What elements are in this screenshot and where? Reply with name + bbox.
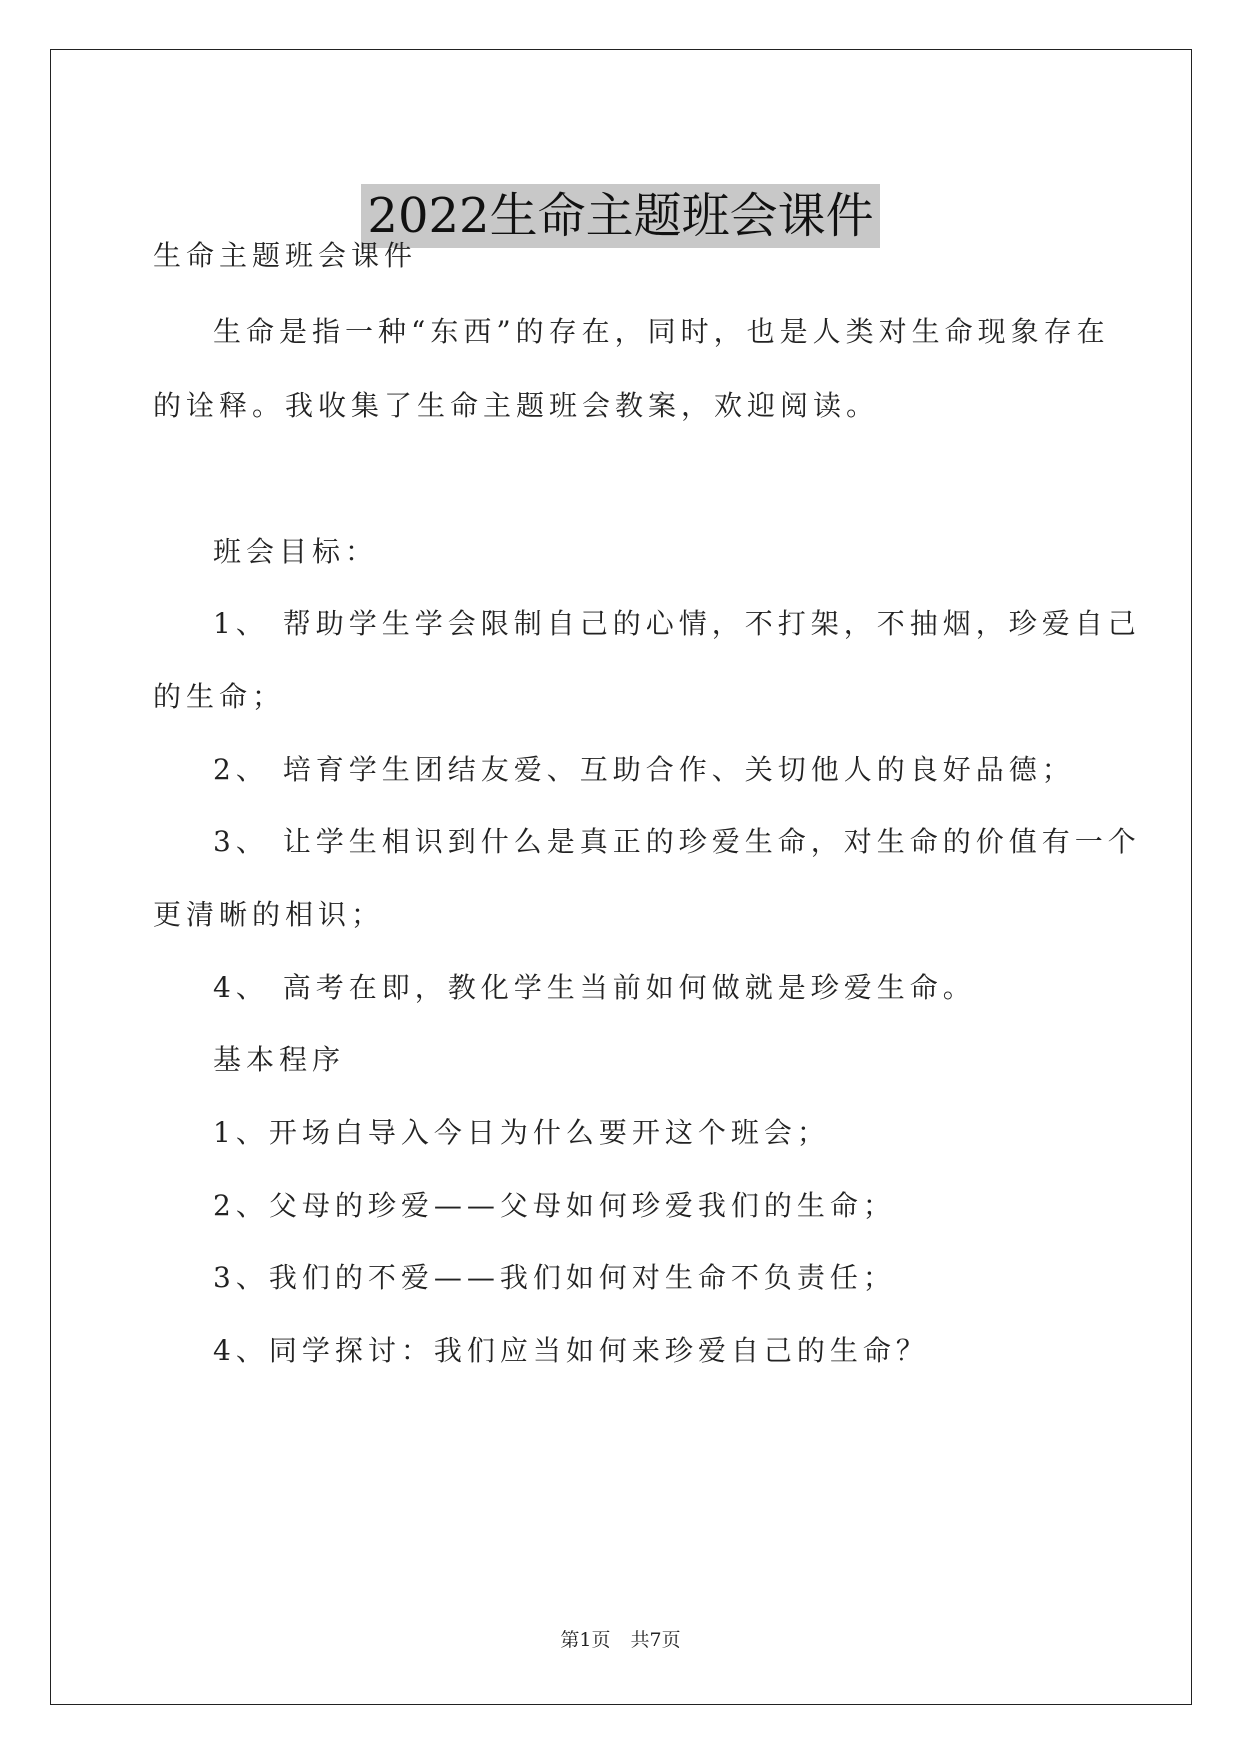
goal-4-line: 4、 高考在即，教化学生当前如何做就是珍爱生命。	[213, 971, 976, 1004]
document-title: 2022生命主题班会课件	[361, 184, 879, 248]
goal-3-line-1: 3、 让学生相识到什么是真正的珍爱生命，对生命的价值有一个	[213, 825, 1141, 858]
page-total: 共7页	[630, 1629, 681, 1651]
procedure-heading: 基本程序	[213, 1043, 346, 1076]
page-border	[50, 49, 1192, 1705]
page-footer	[0, 1625, 1241, 1652]
procedure-step-1: 1、开场白导入今日为什么要开这个班会；	[213, 1116, 830, 1149]
goal-1-line-1: 1、 帮助学生学会限制自己的心情，不打架，不抽烟，珍爱自己	[213, 607, 1141, 640]
intro-line-1: 生命是指一种“东西”的存在，同时，也是人类对生命现象存在	[213, 315, 1110, 348]
procedure-step-2: 2、父母的珍爱——父母如何珍爱我们的生命；	[213, 1189, 896, 1222]
goals-heading: 班会目标：	[213, 535, 379, 568]
subtitle-line: 生命主题班会课件	[153, 239, 418, 272]
procedure-step-3: 3、我们的不爱——我们如何对生命不负责任；	[213, 1261, 896, 1294]
page-number: 第1页	[560, 1629, 611, 1651]
goal-2-line: 2、 培育学生团结友爱、互助合作、关切他人的良好品德；	[213, 753, 1075, 786]
intro-line-2: 的诠释。我收集了生命主题班会教案，欢迎阅读。	[153, 389, 880, 422]
goal-3-line-2: 更清晰的相识；	[153, 898, 385, 931]
procedure-step-4: 4、同学探讨：我们应当如何来珍爱自己的生命？	[213, 1334, 929, 1367]
goal-1-line-2: 的生命；	[153, 680, 286, 713]
